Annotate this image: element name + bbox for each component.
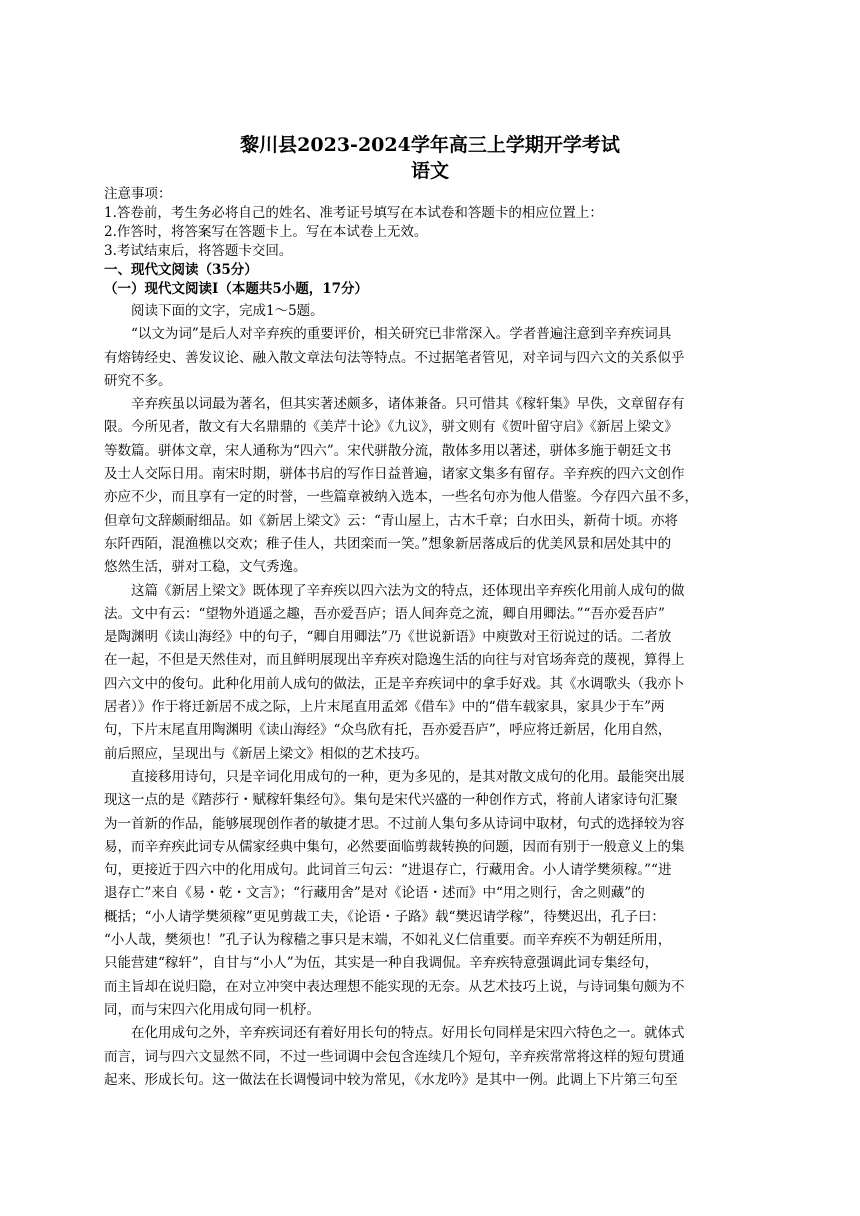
passage-line: 及士人交际日用。南宋时期，骈体书启的写作日益普遍，诸家文集多有留存。辛弃疾的四六文创作 <box>104 466 685 483</box>
passage-line: 这篇《新居上梁文》既体现了辛弃疾以四六法为文的特点，还体现出辛弃疾化用前人成句的做 <box>104 582 685 599</box>
passage-line: 在化用成句之外，辛弃疾词还有着好用长句的特点。好用长句同样是宋四六特色之一。就体式 <box>104 1025 685 1042</box>
passage-line: 易，而辛弃疾此词专从儒家经典中集句，必然要面临剪裁转换的问题，因而有别于一般意义上的集 <box>104 838 685 855</box>
passage-line: 句，更接近于四六中的化用成句。此词首三句云：“进退存亡，行藏用舍。小人请学樊须稼。”“进 <box>104 862 672 879</box>
passage-line: 在一起，不但是天然佳对，而且鲜明展现出辛弃疾对隐逸生活的向往与对官场奔竞的蔑视，算得上 <box>104 652 685 669</box>
notice-heading: 注意事项： <box>104 186 172 202</box>
passage-line: 退存亡”来自《易・乾・文言》；“行藏用舍”是对《论语・述而》中“用之则行，舍之则藏”的 <box>104 885 645 902</box>
notice-item: 1.答卷前，考生务必将自己的姓名、准考证号填写在本试卷和答题卡的相应位置上： <box>104 205 603 221</box>
passage-line: 有熔铸经史、善发议论、融入散文章法句法等特点。不过据笔者管见，对辛词与四六文的关系似乎 <box>104 349 685 366</box>
passage-line: 概括；“小人请学樊须稼”更见剪裁工夫，《论语・子路》载“樊迟请学稼”，待樊迟出，孔子曰： <box>104 908 665 925</box>
passage-line: 前后照应，呈现出与《新居上梁文》相似的艺术技巧。 <box>104 745 428 762</box>
exam-title: 黎川县2023-2024学年高三上学期开学考试 <box>240 134 620 156</box>
subsection-heading: （一）现代文阅读Ⅰ（本题共5小题，17分） <box>104 281 368 297</box>
passage-line: 是陶渊明《读山海经》中的句子，“卿自用卿法”乃《世说新语》中庾敳对王衍说过的话。二者放 <box>104 629 672 646</box>
passage-line: 起来、形成长句。这一做法在长调慢词中较为常见，《水龙吟》是其中一例。此调上下片第三句至 <box>104 1071 678 1088</box>
passage-line: “以文为词”是后人对辛弃疾的重要评价，相关研究已非常深入。学者普遍注意到辛弃疾词具 <box>104 326 672 343</box>
passage-line: 亦应不少，而且享有一定的时誉，一些篇章被纳入选本，一些名句亦为他人借鉴。今存四六虽不多， <box>104 489 698 506</box>
passage-line: 只能营建“稼轩”，自甘与“小人”为伍，其实是一种自我调侃。辛弃疾特意强调此词专集经句， <box>104 955 659 972</box>
passage-line: 现这一点的是《踏莎行・赋稼轩集经句》。集句是宋代兴盛的一种创作方式，将前人诸家诗句汇聚 <box>104 792 678 809</box>
passage-line: 研究不多。 <box>104 372 172 389</box>
passage-line: 四六文中的俊句。此种化用前人成句的做法，正是辛弃疾词中的拿手好戏。其《水调歌头（我亦卜 <box>104 675 685 692</box>
passage-line: 直接移用诗句，只是辛词化用成句的一种，更为多见的，是其对散文成句的化用。最能突出展 <box>104 768 685 785</box>
passage-line: 居者）》作于将迁新居不成之际，上片末尾直用孟郊《借车》中的“借车载家具，家具少于车”两 <box>104 699 665 716</box>
passage-line: 同，而与宋四六化用成句同一机杼。 <box>104 1001 320 1018</box>
notice-item: 3.考试结束后，将答题卡交回。 <box>104 243 293 259</box>
passage-line: 悠然生活，骈对工稳，文气秀逸。 <box>104 559 307 576</box>
passage-line: 东阡西陌，混渔樵以交欢；稚子佳人，共团栾而一笑。”想象新居落成后的优美风景和居处其中的 <box>104 535 672 552</box>
section-heading: 一、现代文阅读（35分） <box>104 262 258 278</box>
passage-line: 而主旨却在说归隐，在对立冲突中表达理想不能实现的无奈。从艺术技巧上说，与诗词集句颇为不 <box>104 978 685 995</box>
exam-subject: 语文 <box>410 160 449 182</box>
passage-text <box>104 323 756 1092</box>
notice-section <box>104 185 784 299</box>
passage-line: 限。今所见者，散文有大名鼎鼎的《美芹十论》《九议》，骈文则有《贺叶留守启》《新居上梁文》 <box>104 419 678 436</box>
passage-line: 法。文中有云：“望物外逍遥之趣，吾亦爱吾庐；语人间奔竞之流，卿自用卿法。”“吾亦爱吾庐” <box>104 605 665 622</box>
passage-instruction: 阅读下面的文字，完成1～5题。 <box>131 303 324 319</box>
passage-line: 而言，词与四六文显然不同，不过一些词调中会包含连续几个短句，辛弃疾常常将这样的短句贯通 <box>104 1048 685 1065</box>
passage-line: “小人哉，樊须也！”孔子认为稼穑之事只是末端，不如礼义仁信重要。而辛弃疾不为朝廷所用， <box>104 932 672 949</box>
passage-line: 等数篇。骈体文章，宋人通称为“四六”。宋代骈散分流，散体多用以著述，骈体多施于朝廷文书 <box>104 442 672 459</box>
passage-line: 为一首新的作品，能够展现创作者的敏捷才思。不过前人集句多从诗词中取材，句式的选择较为容 <box>104 815 685 832</box>
reading-passage <box>104 300 756 1092</box>
notice-item: 2.作答时，将答案写在答题卡上。写在本试卷上无效。 <box>104 224 428 240</box>
passage-line: 句，下片末尾直用陶渊明《读山海经》“众鸟欣有托，吾亦爱吾庐”，呼应将迁新居，化用自然， <box>104 722 672 739</box>
passage-line: 辛弃疾虽以词最为著名，但其实著述颇多，诸体兼备。只可惜其《稼轩集》早佚，文章留存有 <box>104 396 685 413</box>
passage-line: 但章句文辞颇耐细品。如《新居上梁文》云：“青山屋上，古木千章；白水田头，新荷十顷。亦将 <box>104 512 678 529</box>
